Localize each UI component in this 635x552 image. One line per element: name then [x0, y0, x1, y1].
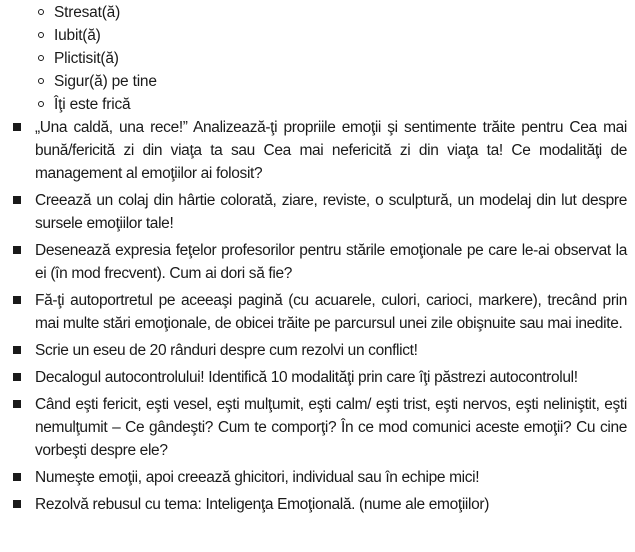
- square-bullet-icon: [13, 500, 21, 508]
- list-item: [13, 116, 627, 185]
- square-bullet-icon: [13, 346, 21, 354]
- list-item: [13, 189, 627, 235]
- activity-text: Creează un colaj din hârtie colorată, ziare, reviste, o sculptură, un modelaj din lut despre sursele emoţiilor tale!: [35, 192, 627, 232]
- list-item: [13, 366, 627, 389]
- square-bullet-icon: [13, 196, 21, 204]
- square-bullet-icon: [13, 473, 21, 481]
- sub-item-text: Îţi este frică: [54, 96, 131, 113]
- activity-text: Decalogul autocontrolului! Identifică 10 modalităţi prin care îţi păstrezi autocontrolul!: [35, 369, 578, 386]
- circle-bullet-icon: [38, 78, 44, 84]
- list-item: [13, 239, 627, 285]
- list-item: [13, 339, 627, 362]
- list-item: [38, 47, 627, 70]
- activity-text: Numeşte emoţii, apoi creează ghicitori, individual sau în echipe mici!: [35, 469, 480, 486]
- activity-text: Fă-ţi autoportretul pe aceeaşi pagină (cu acuarele, culori, carioci, markere), trecând prin mai multe stări emoţionale, de obicei trăite pe parcursul unei zile obişnuite sau mai inedite.: [35, 292, 627, 332]
- sub-item-text: Sigur(ă) pe tine: [54, 73, 157, 90]
- list-item: [38, 70, 627, 93]
- emotion-sub-list: [7, 1, 627, 116]
- activity-text: „Una caldă, una rece!” Analizează-ţi propriile emoţii şi sentimente trăite pentru Cea mai bună/fericită zi din viaţa ta sau Cea mai nefericită zi din viaţa ta! Ce modalităţi de management al emoţiilor ai folosit?: [35, 119, 627, 182]
- activity-text: Scrie un eseu de 20 rânduri despre cum rezolvi un conflict!: [35, 342, 418, 359]
- square-bullet-icon: [13, 123, 21, 131]
- list-item: [38, 1, 627, 24]
- circle-bullet-icon: [38, 32, 44, 38]
- list-item: [38, 24, 627, 47]
- square-bullet-icon: [13, 400, 21, 408]
- activity-text: Desenează expresia feţelor profesorilor pentru stările emoţionale pe care le-ai observat la ei (în mod frecvent). Cum ai dori să fie?: [35, 242, 627, 282]
- activity-text: Rezolvă rebusul cu tema: Inteligenţa Emoţională. (nume ale emoţiilor): [35, 496, 490, 513]
- square-bullet-icon: [13, 246, 21, 254]
- circle-bullet-icon: [38, 101, 44, 107]
- square-bullet-icon: [13, 373, 21, 381]
- list-item: [13, 289, 627, 335]
- activity-text: Când eşti fericit, eşti vesel, eşti mulţumit, eşti calm/ eşti trist, eşti nervos, eşti neliniştit, eşti nemulţumit – Ce gândeşti? Cum te comporţi? În ce mod comunici aceste emoţii? Cu cine vorbeşti despre ele?: [35, 396, 627, 459]
- sub-item-text: Iubit(ă): [54, 27, 101, 44]
- circle-bullet-icon: [38, 9, 44, 15]
- activity-list: [7, 116, 627, 516]
- sub-item-text: Stresat(ă): [54, 4, 121, 21]
- square-bullet-icon: [13, 296, 21, 304]
- list-item: [13, 466, 627, 489]
- list-item: [13, 493, 627, 516]
- sub-item-text: Plictisit(ă): [54, 50, 119, 67]
- list-item: [38, 93, 627, 116]
- list-item: [13, 393, 627, 462]
- circle-bullet-icon: [38, 55, 44, 61]
